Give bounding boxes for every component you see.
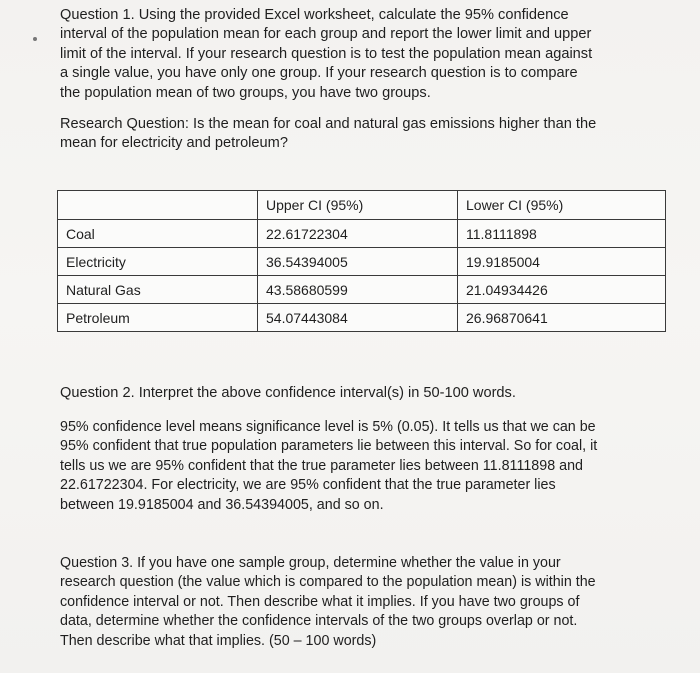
table-header-upper-ci: Upper CI (95%) — [258, 191, 458, 220]
upper-ci-value: 43.58680599 — [258, 276, 458, 304]
lower-ci-value: 26.96870641 — [458, 304, 666, 332]
question-2-text: Question 2. Interpret the above confidence interval(s) in 50-100 words. — [60, 385, 516, 401]
table-row — [58, 220, 666, 248]
lower-ci-value: 19.9185004 — [458, 248, 666, 276]
row-label: Natural Gas — [58, 276, 258, 304]
table-header-row — [58, 191, 666, 220]
table-row — [58, 248, 666, 276]
question-1-text: Question 1. Using the provided Excel worksheet, calculate the 95% confidence interval of the population mean for each group and report the lower limit and upper limit of the interval. If your research question is to test the population mean against a single value, you have only one group. If your research question is to compare the population mean of two groups, you have two groups. — [60, 7, 593, 101]
question-3-text: Question 3. If you have one sample group, determine whether the value in your research question (the value which is compared to the population mean) is within the confidence interval or not. Then describe what it implies. If you have two groups of data, determine whether the confidence intervals of the two groups overlap or not. Then describe what that implies. (50 – 100 words) — [60, 555, 596, 649]
upper-ci-value: 22.61722304 — [258, 220, 458, 248]
upper-ci-value: 36.54394005 — [258, 248, 458, 276]
table-row — [58, 304, 666, 332]
research-question-text: Research Question: Is the mean for coal and natural gas emissions higher than the mean for electricity and petroleum? — [60, 116, 597, 152]
table-header-lower-ci: Lower CI (95%) — [458, 191, 666, 220]
confidence-interval-table — [57, 190, 666, 332]
row-label: Electricity — [58, 248, 258, 276]
lower-ci-value: 11.8111898 — [458, 220, 666, 248]
row-label: Petroleum — [58, 304, 258, 332]
lower-ci-value: 21.04934426 — [458, 276, 666, 304]
row-label: Coal — [58, 220, 258, 248]
upper-ci-value: 54.07443084 — [258, 304, 458, 332]
bullet-icon — [33, 37, 37, 41]
table-header-empty — [58, 191, 258, 220]
table-row — [58, 276, 666, 304]
answer-2-text: 95% confidence level means significance level is 5% (0.05). It tells us that we can be 95% confident that true population parameters lie between this interval. So for coal, it tells us we are 95% confident that the true parameter lies between 11.8111898 and 22.61722304. For electricity, we are 95% confident that the true parameter lies between 19.9185004 and 36.54394005, and so on. — [60, 419, 598, 513]
